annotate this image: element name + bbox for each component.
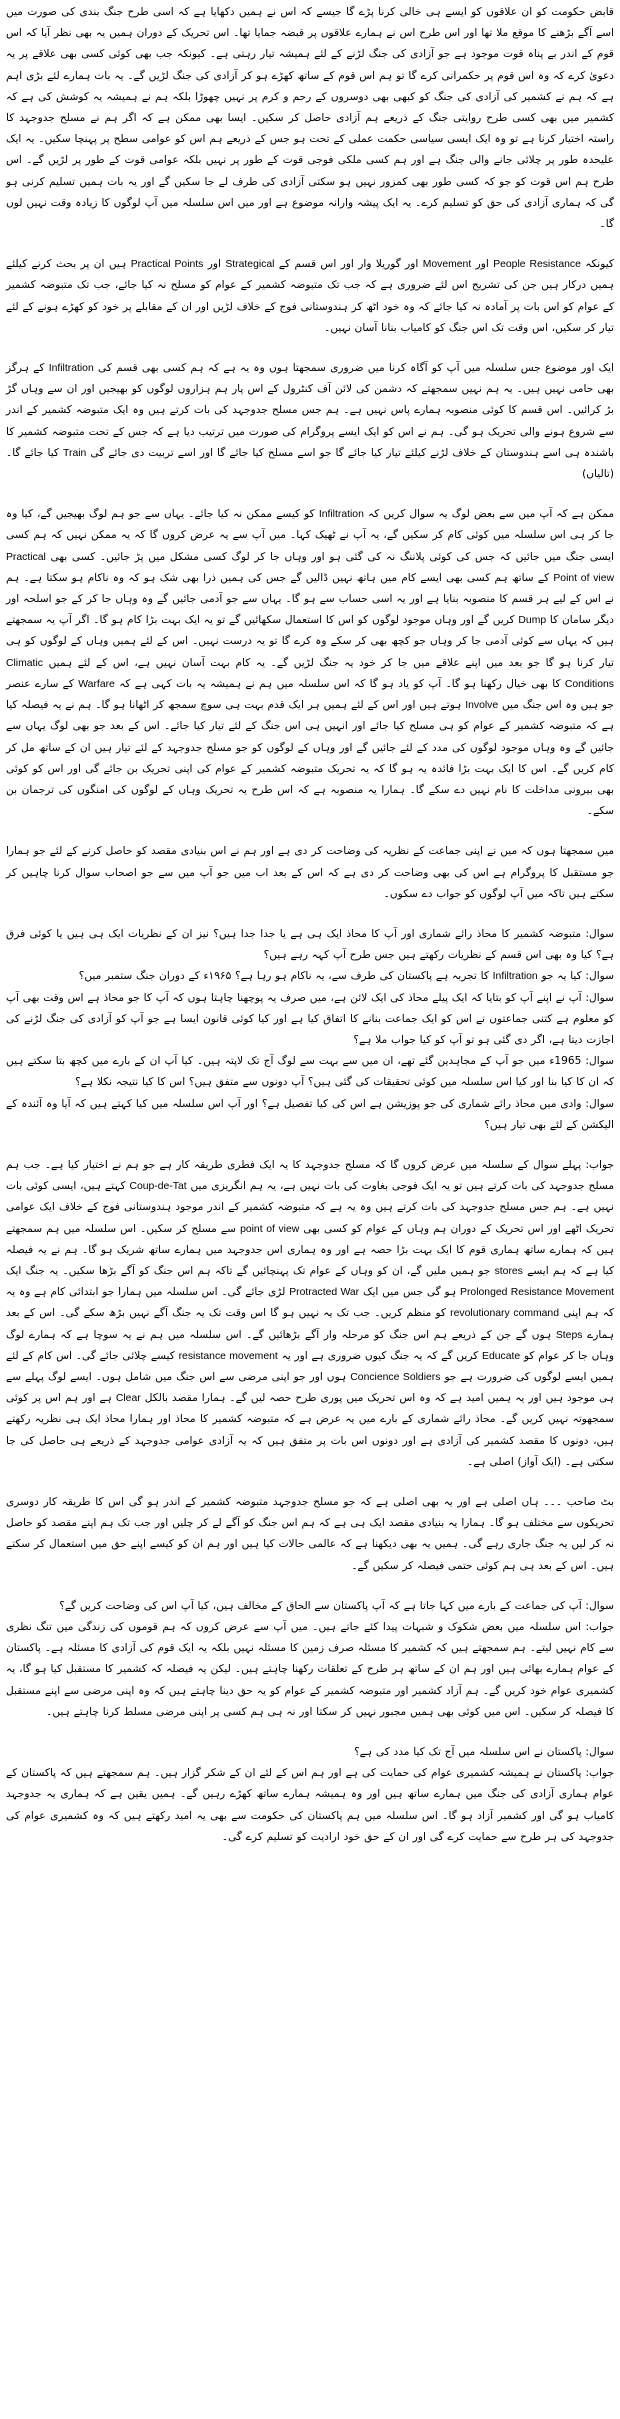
english-term: resistance movement <box>178 1350 278 1362</box>
paragraph-answer-second <box>6 1492 614 1577</box>
paragraph-text: کا بھی خیال رکھنا ہو گا۔ آپ کو یاد ہو گا کہ اس سلسلہ میں ہم نے ہمیشہ یہ بات کہی ہے کہ <box>114 677 565 690</box>
paragraph-text: بٹ صاحب ۔۔۔ ہاں اصلی ہے اور یہ بھی اصلی ہے کہ جو مسلح جدوجہد متبوضہ کشمیر کے اندر ہو گی اس کا طریقہ کار دوسری تحریکوں سے مختلف ہو گا۔ ہمارا یہ بنیادی مقصد ایک ہی ہے کہ ہم اس جنگ کو آگے لے کر چلیں اور جب تک ہم اپنے مقصد کو حاصل نہ کر لیں یہ جنگ جاری رہے گی۔ ہمیں یہ بھی دیکھنا ہے کہ عالمی حالات کیا ہیں اور ہم ان کو کیسے اپنے حق میں استعمال کر سکتے ہیں۔ اس کے بعد ہی ہم کوئی حتمی فیصلہ کر سکیں گے۔ <box>6 1496 615 1572</box>
paragraph-text: ممکن ہے کہ آپ میں سے بعض لوگ یہ سوال کریں کہ <box>363 508 614 521</box>
paragraph-text: قابض حکومت کو ان علاقوں کو ایسے ہی خالی کرنا پڑے گا جیسے کہ اس نے ہمیں دکھایا ہے کہ اسی طرح جنگ بندی کی صورت میں اسے آگے بڑھنے کا موقع ملا تھا اور اس طرح اس نے ہمارے علاقوں پر قبضہ جمایا تھا۔ اس تحریک کے دوران ہمیں یہ بھی نظر آیا کہ اس قوم کے اندر بے پناہ قوت موجود ہے جو آزادی کی جنگ لڑنے کے لئے ہمیشہ تیار رہتی ہے۔ کیونکہ جب بھی کوئی کسی بھی علاقے پر یہ دعویٰ کرے کہ وہ اس قوم پر حکمرانی کرے گا تو ہم اس قوم کے ساتھ کھڑے ہو کر آزادی کی جنگ لڑیں گے۔ یہ بات ہمارے لئے بڑی اہم ہے کہ ہم نے کشمیر کی آزادی کی جنگ کو کبھی بھی دوسروں کے رحم و کرم پر نہیں چھوڑا بلکہ ہم نے ہمیشہ یہ کوشش کی ہے کہ کشمیر میں بھی کسی طرح روایتی جنگ کے ذریعے ہم آزادی حاصل کر سکیں۔ ایسا بھی ممکن ہے کہ اگر ہم نے مسلح جدوجہد کا راستہ اختیار کرنا ہے تو وہ ایک ایسی سیاسی حکمت عملی کے تحت ہو جس کے ذریعے ہم اس کو عوامی سطح پر پہنچا سکیں۔ یہ ایک علیحدہ طور پر چلائی جانے والی جنگ ہے اور ہم کسی ملکی فوجی قوت کے طور پر نہیں بلکہ عوامی قوت کے طور پر لڑیں گے۔ اس طرح ہم اس قوت کو جو کہ کسی طور بھی کمزور نہیں ہو سکتی آزادی کی طرف لے جا سکیں گے اور یہ بات ہمیں تسلیم کرنی ہو گی کہ ہماری آزادی کی حق کو تسلیم کرے۔ یہ ایک پیشہ وارانہ موضوع ہے اور میں اس سلسلہ میں آپ لوگوں کا زیادہ وقت نہیں لوں گا۔ <box>6 6 614 231</box>
english-term: Climatic Conditions <box>6 657 614 690</box>
paragraph-text: کا تجربہ ہے پاکستان کی طرف سے، یہ ناکام ہو رہا ہے؟ ۱۹۶۵ء کے دوران جنگ ستمبر میں؟ <box>78 970 493 983</box>
english-term: Clear <box>115 1393 141 1405</box>
english-term: Train <box>63 447 87 459</box>
paragraph-text: کے سارے عنصر جو ہیں وہ اس جنگ میں <box>6 677 614 712</box>
paragraph-text: جواب: پہلے سوال کے سلسلہ میں عرض کروں گا کہ مسلح جدوجہد کا یہ ایک فطری طریقہ کار ہے جو ہم نے اختیار کیا ہے۔ جب ہم مسلح جدوجہد کی بات کرتے ہیں تو یہ ایک فوجی بغاوت کی بات نہیں ہے، یہ ہم انگریزی میں <box>6 1158 615 1193</box>
paragraph-infiltration-2 <box>6 504 614 822</box>
paragraph-text: ہیں ان پر بحث کرنے کیلئے ہمیں درکار ہیں جن کی تشریح اس لئے ضروری ہے کہ جب تک متبوضہ کشمیر کے عوام کو مسلح نہ کیا جائے، جب تک متبوضہ کشمیر کے عوام کو اس بات پر آمادہ نہ کیا جائے کہ وہ خود اٹھ کر ہندوستانی فوج کے خلاف لڑیں اور ان کے مقابلے پر خود کو کھڑے ہونے کے لئے تیار کر سکیں، اس وقت تک اس جنگ کو کامیاب بنانا آسان نہیں۔ <box>6 258 614 334</box>
paragraph-infiltration-1 <box>6 358 614 485</box>
paragraph-text: ایک اور موضوع جس سلسلہ میں آپ کو آگاہ کرنا میں ضروری سمجھتا ہوں وہ یہ ہے کہ ہم کسی بھی قسم کی <box>93 362 614 375</box>
paragraph-text: ہے اور ہم اس پر کوئی سمجھوتہ نہیں کریں گے۔ محاذ رائے شماری کے بارے میں یہ عرض ہے کہ متبوضہ کشمیر کا محاذ اور ہمارا محاذ ایک ہی نظریہ رکھتے ہیں، دونوں کا مقصد کشمیر کی آزادی ہے اور دونوں اس بات پر متفق ہیں کہ یہ آزادی عوامی جدوجہد کے ذریعے ہی حاصل کی جا سکتی ہے۔ (ایک آواز) اصلی ہے۔ <box>6 1392 614 1468</box>
paragraph-text: ہوں اور جو اپنی مرضی سے اس جنگ میں شامل ہوں۔ ایسے لوگ پہلے سے ہی موجود ہیں اور یہ ہمیں امید ہے کہ وہ اس تحریک میں پوری طرح حصہ لیں گے۔ ہمارا مقصد بالکل <box>6 1370 614 1405</box>
paragraph-text: کے ساتھ ہم کسی بھی ایسے کام میں ہاتھ نہیں ڈالیں گے جس کی ہمیں ذرا بھی شک ہو کہ وہ ناکام ہو سکتا ہے۔ ہم نے اس کے لیے ہر قسم کا منصوبہ بنایا ہے اور یہ اسی حساب سے ہو گا۔ یہاں سے جو آدمی جائیں گے وہ وہاں جا کر کے جو اسلحہ اور دیگر سامان کا <box>6 571 614 627</box>
paragraph-text: کریں گے اور وہاں موجود لوگوں کو اس کا استعمال سکھائیں گے تو یہ ایک بہت بڑا کام ہو گا۔ اگر آپ یہ سمجھتے ہیں کہ یہاں سے کوئی آدمی جا کر وہاں جو کچھ بھی کر سکے وہ کرے گا تو یہ درست نہیں۔ اس کے لئے ہمیں وہاں کے لوگوں کو ہی تیار کرنا ہو گا جو بعد میں اپنے علاقے میں جا کر خود یہ جنگ لڑیں گے۔ یہ کام بہت آسان نہیں ہے، اس کے لئے ہمیں <box>6 614 614 669</box>
paragraph-text: سے مسلح کر سکیں۔ اس سلسلہ میں ہم سمجھتے ہیں کہ ہمارے ساتھ ہماری قوم کا ایک بہت بڑا حصہ ہے اور وہ ہماری اس جدوجہد میں ہمارے ساتھ شریک ہو گا۔ ہم نے یہ فیصلہ کیا ہے کہ ہم ایسے <box>6 1222 614 1277</box>
english-term: Infiltration <box>318 509 364 521</box>
paragraph-text: اور گوریلا وار اور اس قسم کے <box>274 258 423 271</box>
english-term: Dump <box>518 615 547 627</box>
english-term: Infiltration <box>492 971 538 983</box>
paragraph-text: کیسے چلائی جائے گی۔ اس کام کے لئے ہمیں ایسے لوگوں کی ضرورت ہے جو <box>6 1349 614 1383</box>
paragraph-text: جواب: پاکستان نے ہمیشہ کشمیری عوام کی حمایت کی ہے اور ہم اس کے لئے ان کے شکر گزار ہیں۔ ہم سمجھتے ہیں کہ پاکستان کے عوام ہماری آزادی کی جنگ میں ہمارے ساتھ ہیں اور وہ ہمیشہ ہمارے ساتھ کھڑے رہیں گے۔ ہمیں یقین ہے کہ ہماری یہ جدوجہد کامیاب ہو گی اور کشمیر آزاد ہو گا۔ اس سلسلہ میں ہم پاکستان کی حکومت سے بھی یہ امید رکھتے ہیں کہ وہ کشمیری عوام کی جدوجہد کی ہر طرح سے حمایت کرے گی اور ان کے حق خود ارادیت کو تسلیم کرے گی۔ <box>6 1767 614 1843</box>
paragraph-text: سوال: آپ کی جماعت کے بارے میں کہا جاتا ہے کہ آپ پاکستان سے الحاق کے مخالف ہیں، کیا آپ اس کی وضاحت کریں گے؟ <box>59 1599 614 1612</box>
english-term: Infiltration <box>48 363 94 375</box>
english-term: stores <box>494 1265 523 1277</box>
paragraph-text: اور <box>471 258 494 271</box>
english-term: Involve <box>465 700 499 712</box>
paragraph-text: کیونکہ <box>580 258 614 271</box>
english-term: Practical Points <box>130 259 204 271</box>
english-term: Protracted War <box>289 1287 360 1299</box>
paragraph-questions <box>6 924 614 1136</box>
english-term: Coup-de-Tat <box>129 1181 187 1193</box>
paragraph-intro-cont <box>6 2 614 235</box>
paragraph-people-resistance <box>6 254 614 339</box>
paragraph-text: کہتے ہیں، ایسی کوئی بات نہیں ہے۔ ہم جس مسلح جدوجہد کی بات کرتے ہیں وہ یہ ہے کہ متبوضہ کشمیر کے اندر موجود ہندوستانی فوج کے خلاف ایک عوامی تحریک اٹھے اور اس تحریک کے دوران ہم وہاں کے عوام کو کسی بھی <box>6 1180 614 1235</box>
english-term: Strategical <box>225 259 275 271</box>
paragraph-text: کیا جائے گا۔ (تالیاں) <box>6 446 614 481</box>
paragraph-pakistan-question <box>6 1596 614 1723</box>
paragraph-text: ہوتے ہیں اور اس کے لئے ہمیں ہر ایک قدم بہت ہی سوچ سمجھ کر اٹھانا ہو گا۔ ہم نے یہ فیصلہ کیا ہے کہ متبوضہ کشمیر کے عوام کو ہی مسلح کیا جائے اور انہیں ہی اس جنگ کے لئے تیار کیا جائے۔ اس کے بعد جو بھی لوگ یہاں سے جائیں گے وہ وہاں موجود لوگوں کی مدد کے لئے جائیں گے اور وہاں کے لوگوں کو جو مسلح جدوجہد کے لئے تیار ہیں ان کے ساتھ مل کر کام کریں گے۔ اس کا ایک بہت بڑا فائدہ یہ ہو گا کہ یہ تحریک متبوضہ کشمیر کے عوام کی اپنی تحریک بن جائے گی اور اس کو کوئی بھی بیرونی مداخلت کا نام نہیں دے سکے گا۔ ہمارا یہ منصوبہ ہے کہ اس طرح یہ تحریک وہاں کے لوگوں کی امنگوں کی ترجمان بن سکے۔ <box>6 699 614 818</box>
paragraph-text: کو کیسے ممکن نہ کیا جائے۔ یہاں سے جو ہم لوگ بھیجیں گے، کیا وہ جا کر ہی اس سلسلہ میں کوئی کام کر سکیں گے، یہ آپ نے ٹھیک کہا۔ میں آپ سے یہ عرض کروں گا کہ یہ ممکن نہیں کہ ہم کسی ایسی جنگ میں جائیں کہ جس کی کوئی پلاننگ نہ کی گئی ہو اور وہاں جا کر لوگ کسی مشکل میں پڑ جائیں۔ کسی بھی <box>6 508 614 563</box>
english-term: Practical Point of view <box>6 551 614 584</box>
paragraph-answer-main <box>6 1155 614 1473</box>
paragraph-text: ہوں گے جن کے ذریعے ہم اس جنگ کو مرحلہ وار آگے بڑھائیں گے۔ اس سلسلہ میں ہم نے یہ سوچا ہے کہ ہمارے لوگ وہاں جا کر عوام کو <box>6 1328 614 1362</box>
english-term: point of view <box>240 1223 300 1235</box>
english-term: Concience Soldiers <box>350 1371 441 1383</box>
paragraph-text: کے ہرگز بھی حامی نہیں ہیں۔ یہ ہم نہیں سمجھتے کہ دشمن کی لائن آف کنٹرول کے اس پار ہم ہزاروں لوگوں کو بھیجیں اور ان سے وہاں گڑ بڑ کرائیں۔ اس قسم کا کوئی منصوبہ ہمارے پاس نہیں ہے۔ ہم جس مسلح جدوجہد کی بات کرتے ہیں وہ ایک متبوضہ کشمیر کے اندر سے شروع ہونے والی تحریک ہو گی۔ ہم نے اس کو ایک ایسے پروگرام کی صورت میں ترتیب دیا ہے کہ جس کے تحت متبوضہ کشمیر کا باشندہ ہی اسے ہندوستان کے خلاف لڑنے کیلئے تیار کیا جائے گا جو اسے مسلح کیا جائے گا اور اسے تربیت دی جائے گی <box>6 362 615 459</box>
paragraph-text: جو ہمیں ملیں گے، ان کو وہاں کے عوام تک پہنچائیں گے تاکہ ہم اس جنگ کو آگے بڑھا سکیں۔ یہ جنگ ایک <box>6 1264 495 1277</box>
english-term: Warfare <box>78 678 115 690</box>
english-term: revolutionary command <box>450 1308 559 1320</box>
paragraph-text: سوال: وادی میں محاذ رائے شماری کی جو پوزیشن ہے اس کی کیا تفصیل ہے؟ اور آپ اس سلسلہ میں کیا کہتے ہیں کہ آیا وہ آئندہ کے الیکشن کے لئے بھی تیار ہیں؟ <box>6 1097 614 1131</box>
paragraph-program-details <box>6 841 614 905</box>
paragraph-text: جواب: اس سلسلہ میں بعض شکوک و شبہات پیدا کئے جاتے ہیں۔ میں آپ سے عرض کروں کہ ہم قوموں کی زندگی میں تنگ نظری سے کام نہیں لیتے۔ ہم سمجھتے ہیں کہ کشمیر کا مسئلہ صرف زمین کا مسئلہ نہیں بلکہ یہ ایک قوم کی آزادی کا مسئلہ ہے۔ پاکستان کے عوام ہمارے بھائی ہیں اور ہم ان کے ساتھ ہر طرح کے تعلقات رکھنا چاہتے ہیں۔ لیکن یہ فیصلہ کہ کشمیر کا مستقبل کیا ہو گا، یہ کشمیری عوام خود کریں گے۔ ہم آزاد کشمیر اور متبوضہ کشمیر کے عوام کو یہ حق دینا چاہتے ہیں کہ وہ اپنی مرضی سے اپنے مستقبل کا فیصلہ کر سکیں۔ اس میں کوئی بھی ہمیں مجبور نہیں کر سکتا اور نہ ہی ہم کسی پر اپنی مرضی مسلط کرنا چاہتے ہیں۔ <box>6 1621 614 1718</box>
english-term: Steps <box>555 1329 583 1341</box>
paragraph-text: لڑی جائے گی۔ اس سلسلہ میں ہمارا جو ابتدائی کام ہے وہ یہ کہ ہم اپنی <box>6 1286 614 1320</box>
paragraph-text: کو منظم کریں۔ جب تک یہ نہیں ہو گا اس وقت تک یہ جنگ آگے نہیں بڑھ سکے گی۔ اس کے بعد ہمارے <box>6 1307 614 1341</box>
paragraph-text: سوال: آپ نے اپنے آپ کو بتایا کہ ایک پیلے محاذ کی ایک لائن ہے، میں صرف یہ پوچھنا چاہتا ہوں کہ آپ کا جو محاذ ہے اس وقت بھی آپ کو معلوم ہے کتنی جماعتوں نے اس کو ایک جماعت بنانے کا اتفاق کیا ہے اور کیا کوئی قانون ایسا ہے جو آپ کو آزادی کی جنگ لڑنے کی اجازت دیتا ہے، اگر دی گئی ہو تو آپ کو کیا جواب ملا ہے؟ <box>6 991 614 1046</box>
english-term: People Resistance <box>493 259 581 271</box>
english-term: Movement <box>422 259 472 271</box>
paragraph-text: سوال: متبوضہ کشمیر کا محاذ رائے شماری اور آپ کا محاذ ایک ہی ہے یا جدا جدا ہیں؟ نیز ان کے نظریات ایک ہی ہیں یا کوئی فرق ہے؟ کیا وہ بھی اس قسم کے نظریات رکھتے ہیں جس طرح آپ کہہ رہے ہیں؟ <box>6 927 614 962</box>
paragraph-text: میں سمجھتا ہوں کہ میں نے اپنی جماعت کے نظریہ کی وضاحت کر دی ہے اور ہم نے اس بنیادی مقصد کو حاصل کرنے کے لئے جو ہمارا جو مستقبل کا پروگرام ہے اس کی بھی وضاحت کر دی ہے کہ اس کے بعد اب میں جو آپ میں سے جو اصحاب سوال کرنا چاہیں کر سکتے ہیں تاکہ میں آپ لوگوں کو جواب دے سکوں۔ <box>6 845 614 900</box>
paragraph-text: سوال: پاکستان نے اس سلسلہ میں آج تک کیا مدد کی ہے؟ <box>354 1746 614 1759</box>
paragraph-text: سوال: کیا یہ جو <box>537 970 614 983</box>
paragraph-text: سوال: 1965ء میں جو آپ کے مجاہدین گئے تھے، ان میں سے بہت سے لوگ آج تک لاپتہ ہیں۔ کیا آپ ان کے بارے میں کچھ بتا سکتے ہیں کہ ان کا کیا بنا اور کیا اس سلسلہ میں کوئی تحقیقات کی گئی ہیں؟ آپ دونوں سے متفق ہیں؟ اس کا کیا نتیجہ نکلا ہے؟ <box>6 1055 614 1089</box>
paragraph-text: اور <box>203 258 226 271</box>
paragraph-pakistan-friendship <box>6 1742 614 1848</box>
paragraph-text: ہو گی جس میں ایک <box>359 1286 461 1299</box>
english-term: Prolonged Resistance Movement <box>460 1287 615 1299</box>
english-term: Educate <box>482 1350 521 1362</box>
paragraph-text: کریں گے کہ یہ جنگ کیوں ضروری ہے اور یہ <box>277 1349 483 1362</box>
